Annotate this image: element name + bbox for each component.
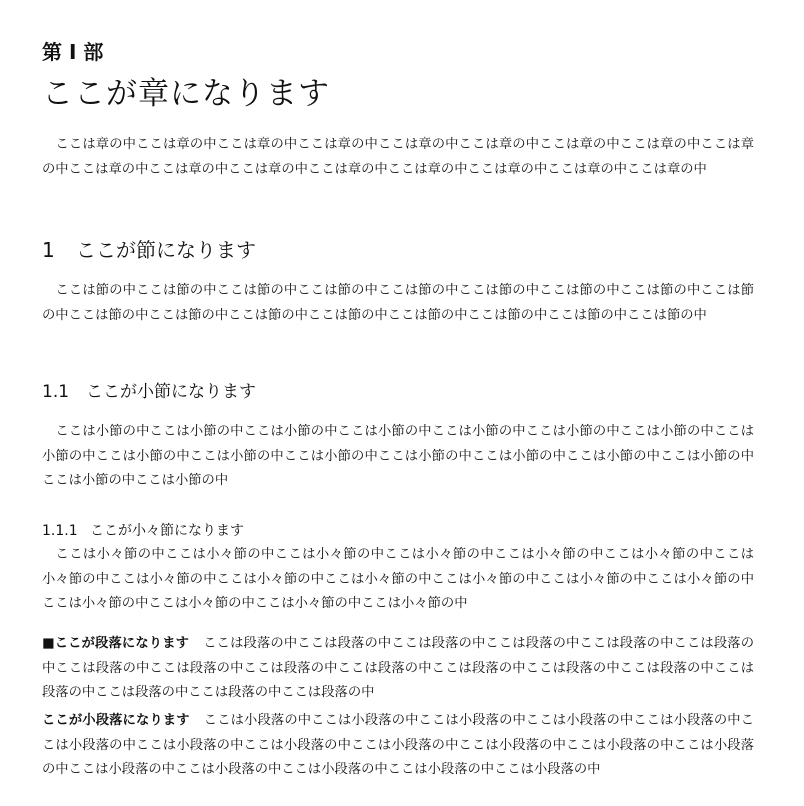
section-heading [42,236,256,264]
subsection-number: 1.1 [42,382,70,402]
chapter-body: ここは章の中ここは章の中ここは章の中ここは章の中ここは章の中ここは章の中ここは章の中ここは章の中ここは章の中ここは章の中ここは章の中ここは章の中ここは章の中ここは章の中ここは章の中ここは章の中ここは章の中 [42,137,754,177]
subsubsection-number: 1.1.1 [42,523,78,539]
subsection-title: ここが小節になります [86,382,256,402]
subsubsection-heading [42,521,244,541]
subsubsection-body: ここは小々節の中ここは小々節の中ここは小々節の中ここは小々節の中ここは小々節の中ここは小々節の中ここは小々節の中ここは小々節の中ここは小々節の中ここは小々節の中ここは小々節の中ここは小々節の中ここは小々節の中ここは小々節の中ここは小々節の中ここは小々節の中ここは小々節の中 [42,547,754,611]
paragraph-heading: ■ここが段落になります [42,636,190,651]
part-label: 第 I 部 [42,40,104,64]
section-title: ここが節になります [76,238,256,262]
subsection-body: ここは小節の中ここは小節の中ここは小節の中ここは小節の中ここは小節の中ここは小節の中ここは小節の中ここは小節の中ここは小節の中ここは小節の中ここは小節の中ここは小節の中ここは小節の中ここは小節の中ここは小節の中ここは小節の中ここは小節の中 [42,424,754,488]
section-body: ここは節の中ここは節の中ここは節の中ここは節の中ここは節の中ここは節の中ここは節の中ここは節の中ここは節の中ここは節の中ここは節の中ここは節の中ここは節の中ここは節の中ここは節の中ここは節の中ここは節の中 [42,283,754,323]
subparagraph-body: ここは小段落の中ここは小段落の中ここは小段落の中ここは小段落の中ここは小段落の中ここは小段落の中ここは小段落の中ここは小段落の中ここは小段落の中ここは小段落の中ここは小段落の中ここは小段落の中ここは小段落の中ここは小段落の中ここは小段落の中ここは小段落の中ここは小段落の中 [42,713,755,777]
subsection-heading [42,380,256,404]
subparagraph-heading: ここが小段落になります [42,713,190,728]
subsubsection-title: ここが小々節になります [90,523,244,539]
paragraph-block [42,632,754,706]
paragraph-body: ここは段落の中ここは段落の中ここは段落の中ここは段落の中ここは段落の中ここは段落の中ここは段落の中ここは段落の中ここは段落の中ここは段落の中ここは段落の中ここは段落の中ここは段落の中ここは段落の中ここは段落の中ここは段落の中ここは段落の中 [42,636,754,700]
section-number: 1 [42,238,55,262]
subparagraph-block [42,709,754,783]
chapter-title: ここが章になります [42,76,330,112]
